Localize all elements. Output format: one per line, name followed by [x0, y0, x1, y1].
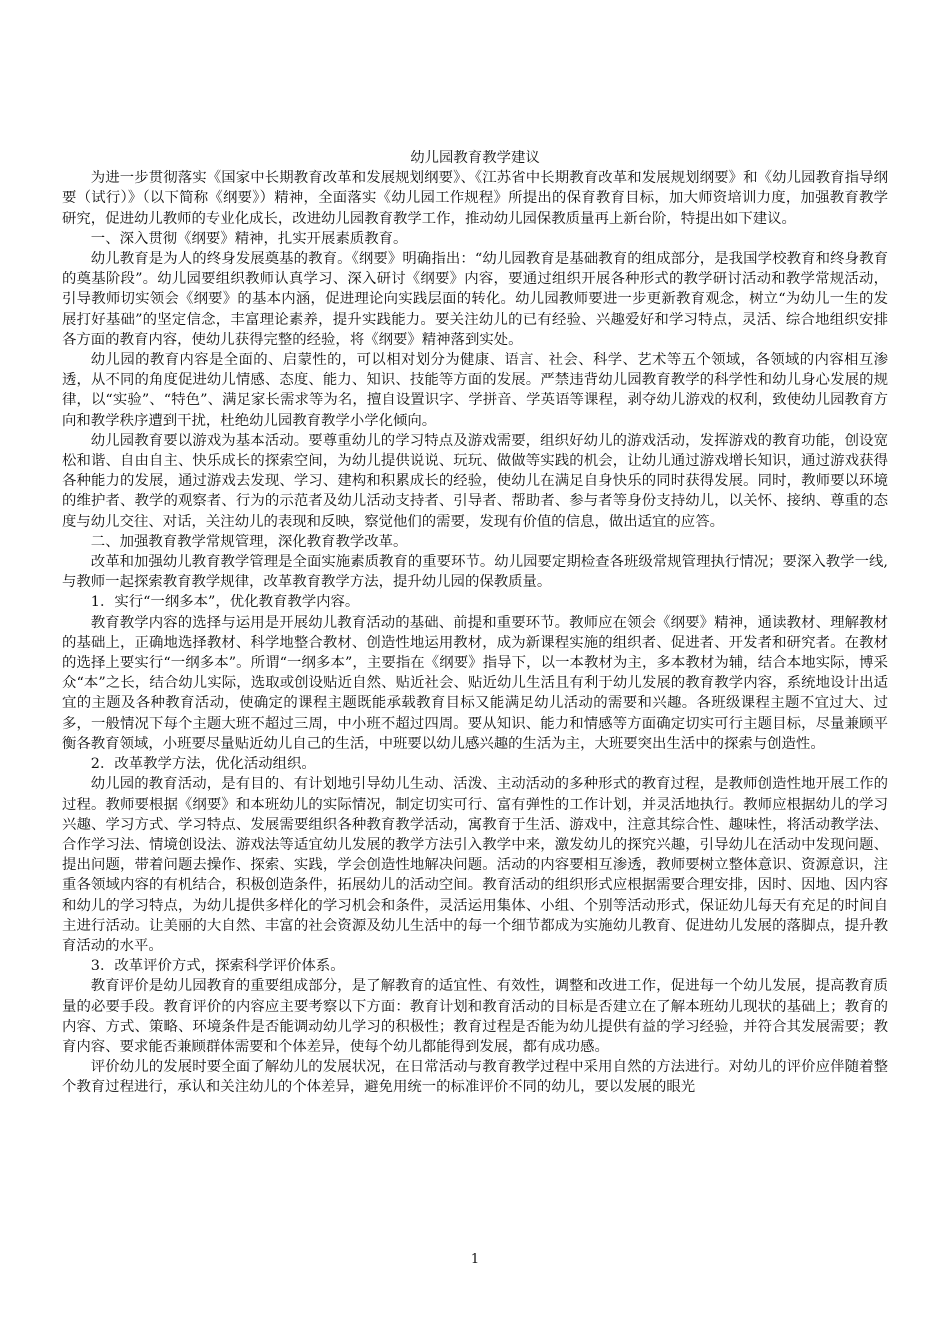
page-number: 1: [470, 1252, 480, 1267]
paragraph: 教育评价是幼儿园教育的重要组成部分，是了解教育的适宜性、有效性，调整和改进工作，促进每一个幼儿发展，提高教育质量的必要手段。教育评价的内容应主要考察以下方面：教育计划和教育活动的目标是否建立在了解本班幼儿现状的基础上；教育的内容、方式、策略、环境条件是否能调动幼儿学习的积极性；教育过程是否能为幼儿提供有益的学习经验，并符合其发展需要；教育内容、要求能否兼顾群体需要和个体差异，使每个幼儿都能得到发展，都有成功感。: [62, 978, 888, 1055]
subsection-heading-3: 3．改革评价方式，探索科学评价体系。: [90, 958, 345, 975]
paragraph: 幼儿园的教育内容是全面的、启蒙性的，可以相对划分为健康、语言、社会、科学、艺术等五个领域，各领域的内容相互渗透，从不同的角度促进幼儿情感、态度、能力、知识、技能等方面的发展。严禁违背幼儿园教育教学的科学性和幼儿身心发展的规律，以“实验”、“特色”、满足家长需求等为名，擅自设置识字、学拼音、学英语等课程，剥夺幼儿游戏的权利，致使幼儿园教育方向和教学秩序遭到干扰，杜绝幼儿园教育教学小学化倾向。: [62, 352, 888, 429]
subsection-heading-2: 2．改革教学方法，优化活动组织。: [90, 756, 316, 773]
paragraph: 评价幼儿的发展时要全面了解幼儿的发展状况，在日常活动与教育教学过程中采用自然的方法进行。对幼儿的评价应伴随着整个教育过程进行，承认和关注幼儿的个体差异，避免用统一的标准评价不同的幼儿，要以发展的眼光: [62, 1059, 888, 1096]
paragraph: 幼儿园的教育活动，是有目的、有计划地引导幼儿生动、活泼、主动活动的多种形式的教育过程，是教师创造性地开展工作的过程。教师要根据《纲要》和本班幼儿的实际情况，制定切实可行、富有弹性的工作计划，并灵活地执行。教师应根据幼儿的学习兴趣、学习方式、学习特点、发展需要组织各种教育教学活动，寓教育于生活、游戏中，注意其综合性、趣味性，将活动教学法、合作学习法、情境创设法、游戏法等适宜幼儿发展的教学方法引入教学中来，激发幼儿的探究兴趣，引导幼儿在活动中发现问题、提出问题，带着问题去操作、探索、实践，学会创造性地解决问题。活动的内容要相互渗透，教师要树立整体意识、资源意识，注重各领域内容的有机结合，积极创造条件，拓展幼儿的活动空间。教育活动的组织形式应根据需要合理安排，因时、因地、因内容和幼儿的学习特点，为幼儿提供多样化的学习机会和条件，灵活运用集体、小组、个别等活动形式，保证幼儿每天有充足的时间自主进行活动。让美丽的大自然、丰富的社会资源及幼儿生活中的每一个细节都成为实施幼儿教育、促进幼儿发展的落脚点，提升教育活动的水平。: [62, 776, 888, 954]
subsection-heading-1: 1．实行“一纲多本”，优化教育教学内容。: [90, 594, 360, 611]
section-heading-1: 一、深入贯彻《纲要》精神，扎实开展素质教育。: [90, 230, 408, 247]
paragraph: 教育教学内容的选择与运用是开展幼儿教育活动的基础、前提和重要环节。教师应在领会《纲要》精神，通读教材、理解教材的基础上，正确地选择教材、科学地整合教材、创造性地运用教材，成为新课程实施的组织者、促进者、开发者和研究者。在教材的选择上要实行“一纲多本”。所谓“一纲多本”，主要指在《纲要》指导下，以一本教材为主，多本教材为辅，结合本地实际，博采众“本”之长，结合幼儿实际，选取或创设贴近自然、贴近社会、贴近幼儿生活且有利于幼儿发展的教育教学内容，系统地设计出适宜的主题及各种教育活动，使确定的课程主题既能承载教育目标又能满足幼儿活动的需要和兴趣。各班级课程主题不宜过大、过多，一般情况下每个主题大班不超过三周，中小班不超过四周。要从知识、能力和情感等方面确定切实可行主题目标，尽量兼顾平衡各教育领域，小班要尽量贴近幼儿自己的生活，中班要以幼儿感兴趣的生活为主，大班要突出生活中的探索与创造性。: [62, 614, 888, 752]
section-heading-2: 二、加强教育教学常规管理，深化教育教学改革。: [90, 533, 408, 550]
document-body: [62, 148, 888, 1098]
paragraph-intro: 为进一步贯彻落实《国家中长期教育改革和发展规划纲要》、《江苏省中长期教育改革和发展规划纲要》和《幼儿园教育指导纲要（试行）》（以下简称《纲要》）精神，全面落实《幼儿园工作规程》所提出的保育教育目标，加大师资培训力度，加强教育教学研究，促进幼儿教师的专业化成长，改进幼儿园教育教学工作，推动幼儿园保教质量再上新台阶，特提出如下建议。: [62, 170, 888, 227]
paragraph: 改革和加强幼儿教育教学管理是全面实施素质教育的重要环节。幼儿园要定期检查各班级常规管理执行情况；要深入教学一线,与教师一起探索教育教学规律，改革教育教学方法，提升幼儿园的保教质量。: [62, 554, 888, 591]
paragraph: 幼儿园教育要以游戏为基本活动。要尊重幼儿的学习特点及游戏需要，组织好幼儿的游戏活动，发挥游戏的教育功能，创设宽松和谐、自由自主、快乐成长的探索空间，为幼儿提供说说、玩玩、做做等实践的机会，让幼儿通过游戏增长知识，通过游戏获得各种能力的发展，通过游戏去发现、学习、建构和积累成长的经验，使幼儿在满足自身快乐的同时获得发展。同时，教师要以环境的维护者、教学的观察者、行为的示范者及幼儿活动支持者、引导者、帮助者、参与者等身份支持幼儿，以关怀、接纳、尊重的态度与幼儿交往、对话，关注幼儿的表现和反映，察觉他们的需要，发现有价值的信息，做出适宜的应答。: [62, 432, 888, 530]
paragraph: 幼儿教育是为人的终身发展奠基的教育。《纲要》明确指出：“幼儿园教育是基础教育的组成部分，是我国学校教育和终身教育的奠基阶段”。幼儿园要组织教师认真学习、深入研讨《纲要》内容，要通过组织开展各种形式的教学研讨活动和教学常规活动，引导教师切实领会《纲要》的基本内涵，促进理论向实践层面的转化。幼儿园教师要进一步更新教育观念，树立“为幼儿一生的发展打好基础”的坚定信念，丰富理论素养，提升实践能力。要关注幼儿的已有经验、兴趣爱好和学习特点，灵活、综合地组织安排各方面的教育内容，使幼儿获得完整的经验，将《纲要》精神落到实处。: [62, 251, 888, 348]
document-title: 幼儿园教育教学建议: [410, 150, 540, 166]
